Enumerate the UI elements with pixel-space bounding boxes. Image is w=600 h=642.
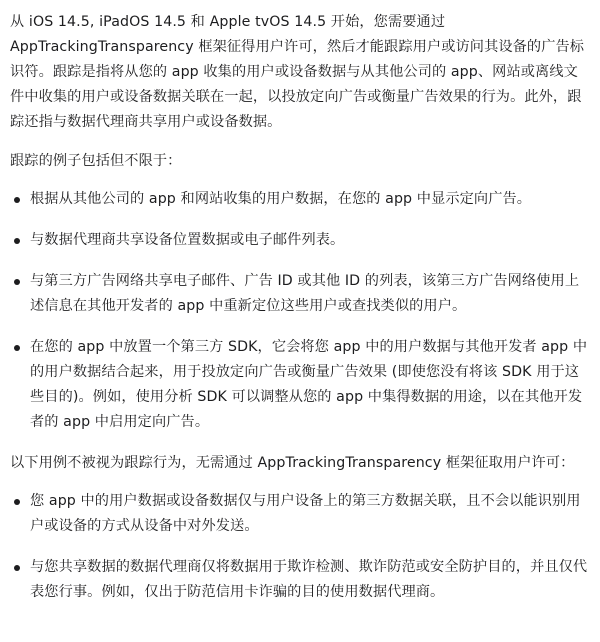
list-item: 您 app 中的用户数据或设备数据仅与用户设备上的第三方数据关联，且不会以能识别用户或设备的方式从设备中对外发送。 <box>10 489 590 539</box>
document-body <box>10 10 590 621</box>
examples-lead: 跟踪的例子包括但不限于： <box>10 153 182 169</box>
list-item: 与第三方广告网络共享电子邮件、广告 ID 或其他 ID 的列表，该第三方广告网络使用上述信息在其他开发者的 app 中重新定位这些用户或查找类似的用户。 <box>10 269 590 319</box>
list-item: 与数据代理商共享设备位置数据或电子邮件列表。 <box>10 228 590 253</box>
non-tracking-lead: 以下用例不被视为跟踪行为，无需通过 AppTrackingTransparency 框架征取用户许可： <box>10 455 575 471</box>
intro-paragraph: 从 iOS 14.5, iPadOS 14.5 和 Apple tvOS 14.5 开始，您需要通过 AppTrackingTransparency 框架征得用户许可，然后才能跟踪用户或访问其设备的广告标识符。跟踪是指将从您的 app 收集的用户或设备数据与从其他公司的 app、网站或离线文件中收集的用户或设备数据关联在一起，以投放定向广告或衡量广告效果的行为。此外，跟踪还指与数据代理商共享用户或设备数据。 <box>10 14 585 130</box>
list-item: 根据从其他公司的 app 和网站收集的用户数据，在您的 app 中显示定向广告。 <box>10 187 590 212</box>
tracking-examples-list <box>10 187 590 435</box>
list-item: 与您共享数据的数据代理商仅将数据用于欺诈检测、欺诈防范或安全防护目的，并且仅代表您行事。例如，仅出于防范信用卡诈骗的目的使用数据代理商。 <box>10 555 590 605</box>
list-item: 在您的 app 中放置一个第三方 SDK，它会将您 app 中的用户数据与其他开发者 app 中的用户数据结合起来，用于投放定向广告或衡量广告效果 (即使您没有将该 SDK 用于这些目的)。例如，使用分析 SDK 可以调整从您的 app 中集得数据的用途，以在其他开发者的 app 中启用定向广告。 <box>10 335 590 435</box>
non-tracking-list <box>10 489 590 605</box>
